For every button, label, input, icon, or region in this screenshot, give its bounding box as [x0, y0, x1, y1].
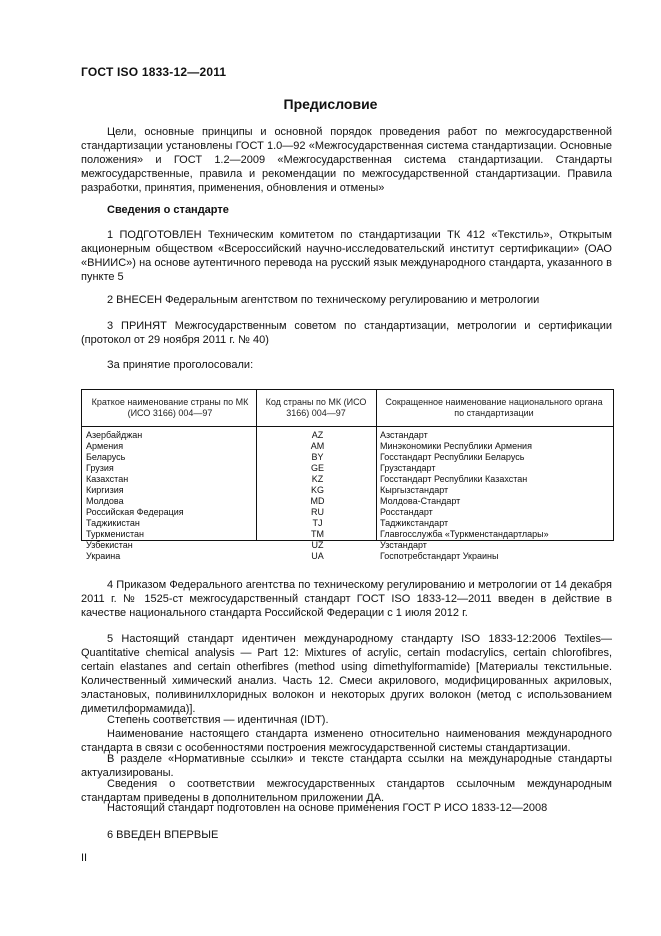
item-5-degree: Степень соответствия — идентичная (IDT).: [107, 714, 329, 726]
country-column: [86, 430, 256, 562]
table-cell-code: GE: [310, 463, 324, 473]
table-cell-body: Молдова-Стандарт: [380, 496, 461, 506]
table-cell-country: Таджикистан: [86, 518, 140, 528]
table-cell-country: Грузия: [86, 463, 114, 473]
table-cell-code: UA: [311, 551, 324, 561]
item-5-refs-note: В разделе «Нормативные ссылки» и тексте стандарта ссылки на международные стандарты актуализированы.: [81, 753, 612, 779]
table-cell-country: Армения: [86, 441, 124, 451]
table-divider: [376, 390, 377, 540]
item-5-name-note: Наименование настоящего стандарта изменено относительно наименования международного стандарта в связи с особенностями построения межгосударственной системы стандартизации.: [81, 728, 612, 754]
page-number: II: [81, 852, 88, 864]
table-cell-code: AM: [310, 441, 325, 451]
table-header-separator: [82, 426, 613, 427]
item-5-paragraph: 5 Настоящий стандарт идентичен международному стандарту ISO 1833-12:2006 Textiles—Quantitative chemical analysis — Part 12: Mixtures of acrylic, certain modacrylics, certain chlorofibres, certain elastanes and certain otherfibres (method using dimethylformamide) [Материалы текстильные. Количественный химический анализ. Часть 12. Смеси акрилового, модифицированных акриловых, эластановых, поливинилхлоридных волокон и некоторых других волокон (метод с использованием диметилформамида)].: [81, 633, 612, 715]
voting-table: [81, 389, 614, 561]
table-cell-body: Азстандарт: [380, 430, 428, 440]
table-cell-body: Главгосслужба «Туркменстандартлары»: [380, 529, 549, 539]
table-cell-code: KZ: [311, 474, 324, 484]
section-subtitle: Сведения о стандарте: [107, 204, 229, 216]
table-cell-code: RU: [311, 507, 324, 517]
item-2-paragraph: 2 ВНЕСЕН Федеральным агентством по техническому регулированию и метрологии: [107, 294, 540, 306]
table-cell-country: Узбекистан: [86, 540, 133, 550]
table-cell-country: Российская Федерация: [86, 507, 184, 517]
table-divider: [256, 390, 257, 540]
table-header-code: Код страны по МК (ИСО 3166) 004—97: [265, 397, 367, 418]
table-header-body: Сокращенное наименование национального органа по стандартизации: [385, 397, 603, 418]
table-cell-body: Узстандарт: [380, 540, 427, 550]
table-cell-country: Молдова: [86, 496, 124, 506]
table-cell-body: Госстандарт Республики Казахстан: [380, 474, 528, 484]
item-5-annex-note: Сведения о соответствии межгосударственных стандартов ссылочным международным стандартам приведены в дополнительном приложении ДА.: [81, 778, 612, 804]
table-cell-body: Росстандарт: [380, 507, 433, 517]
table-cell-code: UZ: [311, 540, 324, 550]
table-cell-body: Грузстандарт: [380, 463, 436, 473]
page-title: Предисловие: [283, 96, 378, 112]
table-cell-code: KG: [310, 485, 324, 495]
table-cell-code: TM: [311, 529, 324, 539]
document-header: ГОСТ ISO 1833-12—2011: [81, 65, 227, 79]
table-cell-country: Туркменистан: [86, 529, 145, 539]
table-cell-body: Госстандарт Республики Беларусь: [380, 452, 525, 462]
item-5-basis-note: Настоящий стандарт подготовлен на основе применения ГОСТ Р ИСО 1833-12—2008: [107, 802, 548, 814]
table-cell-country: Беларусь: [86, 452, 126, 462]
table-cell-country: Казахстан: [86, 474, 129, 484]
item-1-paragraph: 1 ПОДГОТОВЛЕН Техническим комитетом по стандартизации ТК 412 «Текстиль», Открытым акционерным обществом «Всероссийский научно-исследовательский институт сертификации» (ОАО «ВНИИС») на основе аутентичного перевода на русский язык международного стандарта, указанного в пункте 5: [81, 229, 612, 283]
table-header-country: Краткое наименование страны по МК (ИСО 3166) 004—97: [91, 397, 249, 418]
table-cell-country: Азербайджан: [86, 430, 143, 440]
table-cell-country: Киргизия: [86, 485, 124, 495]
table-cell-code: MD: [310, 496, 325, 506]
table-cell-body: Таджикстандарт: [380, 518, 449, 528]
table-cell-body: Кыргызстандарт: [380, 485, 449, 495]
table-cell-code: BY: [311, 452, 324, 462]
code-column: [260, 430, 375, 562]
voted-caption: За принятие проголосовали:: [107, 359, 254, 371]
table-cell-body: Минэкономики Республики Армения: [380, 441, 532, 451]
intro-paragraph: Цели, основные принципы и основной порядок проведения работ по межгосударственной стандартизации установлены ГОСТ 1.0—92 «Межгосударственная система стандартизации. Основные положения» и ГОСТ 1.2—2009 «Межгосударственная система стандартизации. Стандарты межгосударственные, правила и рекомендации по межгосударственной стандартизации. Правила разработки, принятия, применения, обновления и отмены»: [81, 126, 612, 194]
item-4-paragraph: 4 Приказом Федерального агентства по техническому регулированию и метрологии от 14 декабря 2011 г. № 1525-ст межгосударственный стандарт ГОСТ ISO 1833-12—2011 введен в действие в качестве национального стандарта Российской Федерации с 1 июля 2012 г.: [81, 579, 612, 619]
table-cell-code: TJ: [312, 518, 323, 528]
item-6-paragraph: 6 ВВЕДЕН ВПЕРВЫЕ: [107, 829, 219, 841]
table-cell-code: AZ: [311, 430, 324, 440]
table-cell-body: Госпотребстандарт Украины: [380, 551, 499, 561]
table-cell-country: Украина: [86, 551, 121, 561]
item-3-paragraph: 3 ПРИНЯТ Межгосударственным советом по стандартизации, метрологии и сертификации (протокол от 29 ноября 2011 г. № 40): [81, 320, 612, 346]
standards-body-column: [380, 430, 610, 562]
